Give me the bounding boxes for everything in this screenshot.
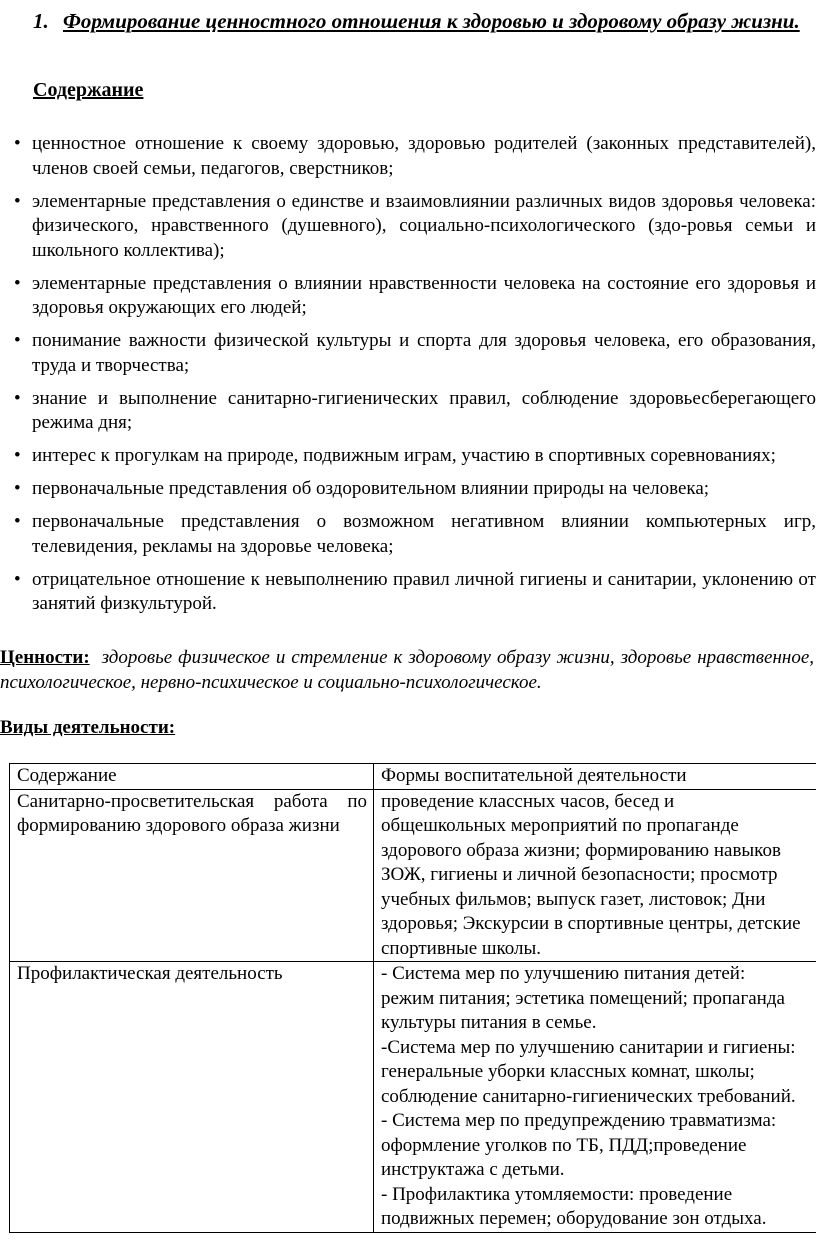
section-number: 1. — [33, 9, 49, 33]
table-row — [10, 789, 816, 962]
forms-line: культуры питания в семье. — [381, 1012, 597, 1033]
forms-line: - Система мер по улучшению питания детей: — [381, 963, 746, 984]
activities-table — [9, 763, 816, 1233]
forms-line: подвижных перемен; оборудование зон отдыха. — [381, 1208, 767, 1229]
section-heading — [33, 8, 803, 35]
forms-line: генеральные уборки классных комнат, школы; — [381, 1061, 755, 1082]
forms-line: режим питания; эстетика помещений; пропаганда — [381, 987, 785, 1009]
list-item: • отрицательное отношение к невыполнению правил личной гигиены и санитарии, уклонению от занятий физкультурой. — [14, 568, 816, 617]
table-cell-content: Профилактическая деятельность — [10, 962, 374, 1233]
list-item: • понимание важности физической культуры и спорта для здоровья человека, его образования, труда и творчества; — [14, 329, 816, 378]
forms-line: - Профилактика утомляемости: проведение — [381, 1183, 733, 1205]
forms-line: - Система мер по предупреждению травматизма: — [381, 1110, 777, 1131]
forms-line: общешкольных мероприятий по пропаганде — [381, 815, 739, 836]
forms-line: соблюдение санитарно-гигиенических требований. — [381, 1085, 796, 1107]
section-title: Формирование ценностного отношения к здоровью и здоровому образу жизни. — [63, 9, 800, 33]
list-item: • ценностное отношение к своему здоровью, здоровью родителей (законных представителей), членов своей семьи, педагогов, сверстников; — [14, 132, 816, 181]
table-cell-content: Санитарно-просветительская работа по формированию здорового образа жизни — [10, 789, 374, 962]
forms-line: спортивные школы. — [381, 937, 542, 959]
table-header-row — [10, 764, 816, 790]
column-header: Формы воспитательной деятельности — [374, 764, 816, 790]
column-header: Содержание — [10, 764, 374, 790]
activities-label: Виды деятельности: — [0, 717, 176, 738]
table-row — [10, 962, 816, 1233]
forms-line: учебных фильмов; выпуск газет, листовок; Дни — [381, 888, 766, 910]
forms-line: здоровья; Экскурсии в спортивные центры, детские — [381, 913, 801, 934]
values-text: здоровье физическое и стремление к здоровому образу жизни, здоровье нравственное, психологическое, нервно-психическое и социально-психологическое. — [0, 647, 814, 693]
list-item: • элементарные представления о единстве и взаимовлиянии различных видов здоровья человека: физического, нравственного (душевного), социально-психологического (здо-ровья семьи и школьного коллектива); — [14, 190, 816, 264]
values-label: Ценности: — [0, 647, 90, 668]
forms-line: -Система мер по улучшению санитарии и гигиены: — [381, 1036, 796, 1058]
table-cell-forms — [374, 789, 816, 962]
forms-line: инструктажа с детьми. — [381, 1159, 565, 1180]
forms-line: проведение классных часов, бесед и — [381, 790, 675, 812]
forms-line: оформление уголков по ТБ, ПДД;проведение — [381, 1134, 747, 1156]
table-cell-forms — [374, 962, 816, 1233]
list-item: • первоначальные представления об оздоровительном влиянии природы на человека; — [14, 477, 816, 502]
list-item: • первоначальные представления о возможном негативном влиянии компьютерных игр, телевидения, рекламы на здоровье человека; — [14, 510, 816, 559]
content-label: Содержание — [33, 79, 144, 101]
list-item: • элементарные представления о влиянии нравственности человека на состояние его здоровья и здоровья окружающих его людей; — [14, 272, 816, 321]
forms-line: здорового образа жизни; формированию навыков — [381, 839, 781, 861]
content-list — [14, 132, 816, 625]
values-paragraph — [0, 646, 814, 695]
forms-line: ЗОЖ, гигиены и личной безопасности; просмотр — [381, 864, 778, 885]
list-item: • знание и выполнение санитарно-гигиенических правил, соблюдение здоровьесберегающего режима дня; — [14, 387, 816, 436]
list-item: • интерес к прогулкам на природе, подвижным играм, участию в спортивных соревнованиях; — [14, 444, 816, 469]
